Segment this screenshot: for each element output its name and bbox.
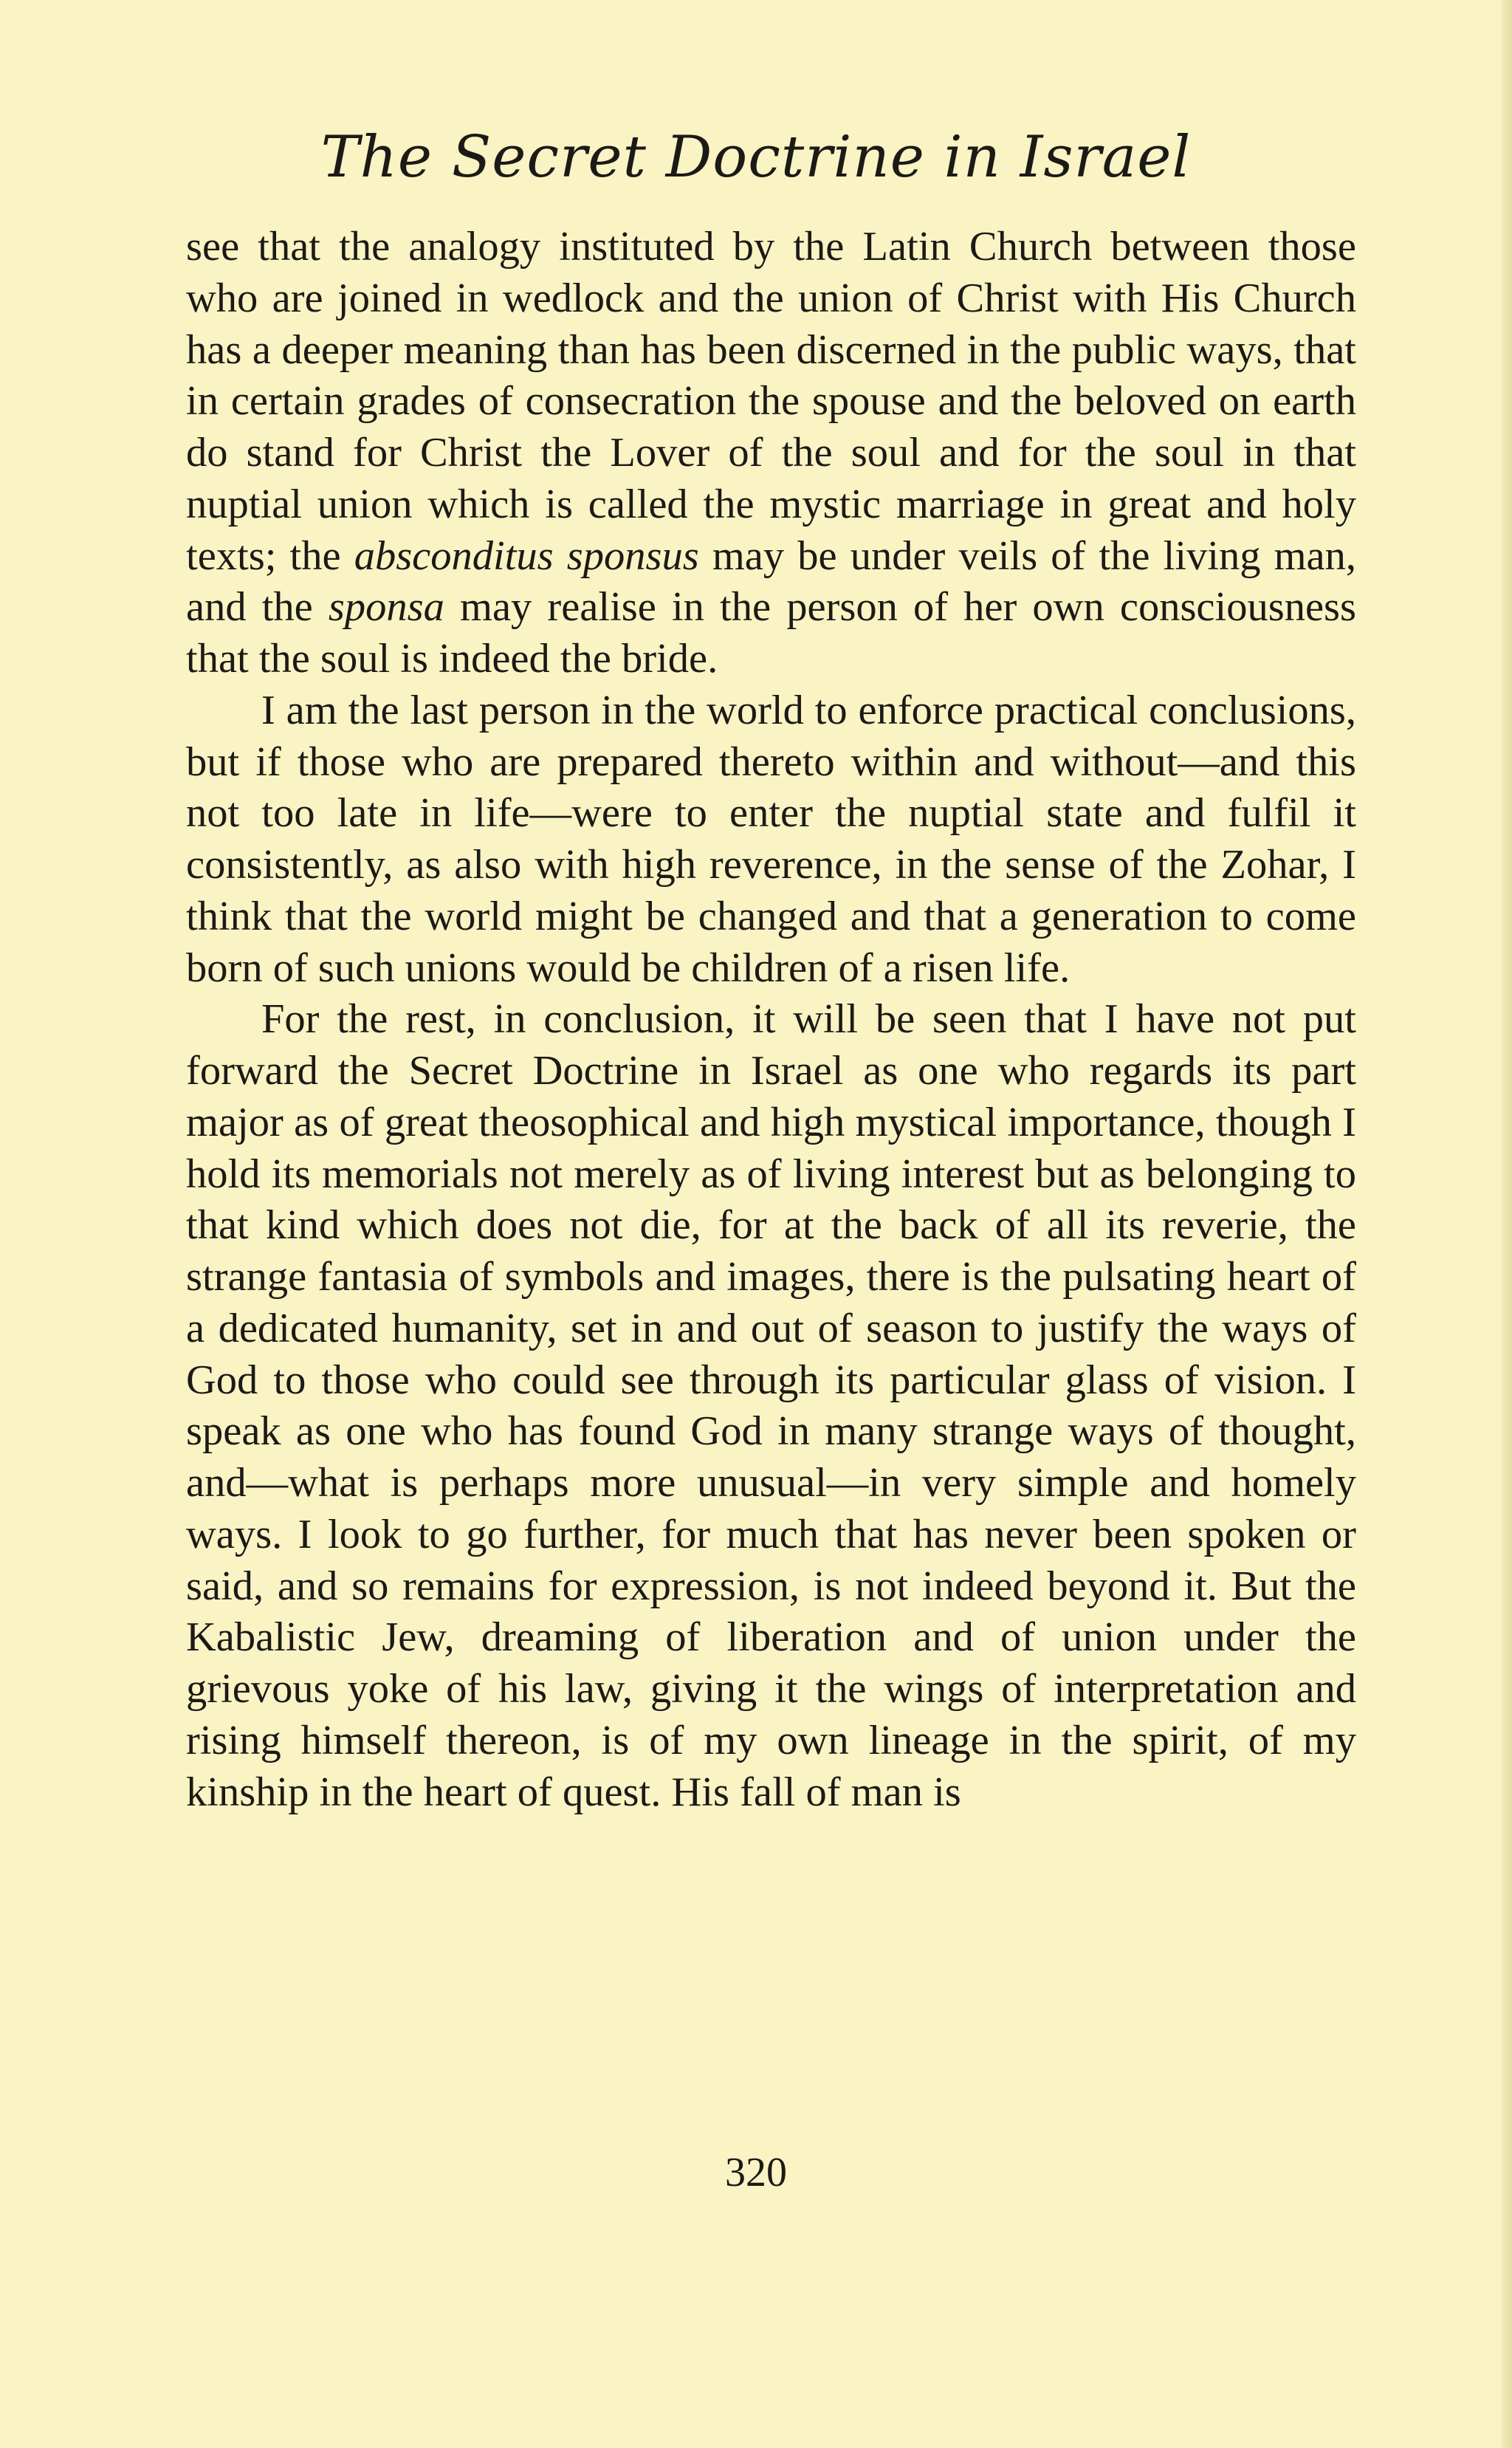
page-edge xyxy=(1502,0,1512,2448)
text-segment: may realise in the person of her own consciousness that the soul is indeed the bride. xyxy=(186,584,1356,682)
paragraph-3 xyxy=(186,994,1356,1818)
page-number: 320 xyxy=(725,2150,787,2195)
italic-phrase: sponsa xyxy=(328,584,444,631)
paragraph-2 xyxy=(186,685,1356,995)
text-segment: may be under veils of the living man, and the xyxy=(186,532,1356,631)
italic-phrase: absconditus sponsus xyxy=(354,532,699,579)
text-segment: For the rest, in conclusion, it will be seen that I have not put forward the Secret Doctrine in Israel as one who regards its part major as of great theosophical and high mystical importance, though I hold its memorials not merely as of living interest but as belonging to that kind which does not die, for at the back of all its reverie, the strange fantasia of symbols and images, there is the pulsating heart of a dedicated humanity, set in and out of season to justify the ways of God to those who could see through its particular glass of vision. I speak as one who has found God in many strange ways of thought, and—what is perhaps more unusual—in very simple and homely ways. I look to go further, for much that has never been spoken or said, and so remains for expression, is not indeed beyond it. But the Kabalistic Jew, dreaming of liberation and of union under the grievous yoke of his law, giving it the wings of interpretation and rising himself thereon, is of my own lineage in the spirit, of my kinship in the heart of quest. His fall of man is xyxy=(186,996,1356,1815)
body-text xyxy=(186,222,1356,1818)
text-segment: I am the last person in the world to enforce practical conclusions, but if those who are prepared thereto within and without—and this not too late in life—were to enter the nuptial state and fulfil it consistently, as also with high reverence, in the sense of the Zohar, I think that the world might be changed and that a generation to come born of such unions would be children of a risen life. xyxy=(186,687,1356,991)
paragraph-1 xyxy=(186,222,1356,685)
text-segment: see that the analogy instituted by the Latin Church between those who are joined in wedlock and the union of Christ with His Church has a deeper meaning than has been discerned in the public ways, that in certain grades of consecration the spouse and the beloved on earth do stand for Christ the Lover of the soul and for the soul in that nuptial union which is called the mystic marriage in great and holy texts; the xyxy=(186,224,1356,579)
running-head: The Secret Doctrine in Israel xyxy=(320,124,1192,191)
